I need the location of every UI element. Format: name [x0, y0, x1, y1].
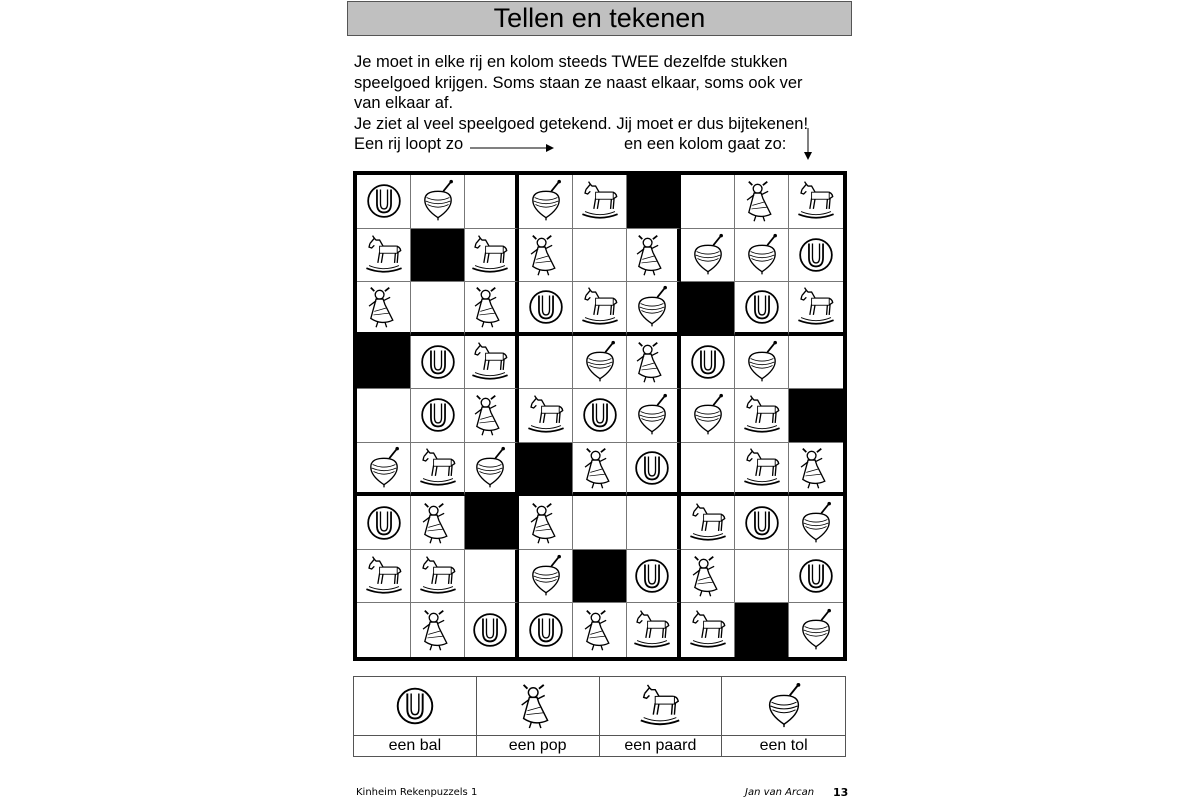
footer-author: Jan van Arcan	[745, 787, 815, 798]
rocking-horse-icon	[740, 393, 784, 437]
doll-icon	[630, 340, 674, 384]
instruction-line: Je ziet al veel speelgoed getekend. Jij moet er dus bijtekenen!	[354, 114, 809, 133]
grid-cell	[735, 550, 789, 604]
grid-cell	[465, 550, 519, 604]
grid-cell	[735, 603, 789, 657]
grid-cell	[681, 229, 735, 283]
grid-cell	[789, 336, 843, 390]
grid-cell	[411, 443, 465, 497]
grid-cell	[465, 496, 519, 550]
grid-cell	[465, 389, 519, 443]
instruction-line: van elkaar af.	[354, 94, 454, 112]
grid-cell	[627, 550, 681, 604]
ball-icon	[794, 554, 838, 598]
legend-label: een paard	[600, 736, 723, 756]
grid-cell	[411, 282, 465, 336]
rocking-horse-icon	[524, 393, 568, 437]
grid-cell	[789, 550, 843, 604]
doll-icon	[686, 554, 730, 598]
spinning-top-icon	[794, 501, 838, 545]
page-title: Tellen en tekenen	[347, 1, 852, 36]
legend-label: een bal	[354, 736, 477, 756]
grid-cell	[519, 443, 573, 497]
doll-icon	[416, 608, 460, 652]
page-number: 13	[833, 786, 849, 799]
row-hint-text: Een rij loopt zo	[354, 135, 464, 153]
grid-cell	[789, 175, 843, 229]
rocking-horse-icon	[468, 340, 512, 384]
grid-cell	[735, 282, 789, 336]
direction-hints	[354, 134, 854, 155]
grid-cell	[627, 603, 681, 657]
grid-cell	[411, 496, 465, 550]
ball-icon	[630, 554, 674, 598]
right-arrow-icon	[470, 136, 554, 152]
rocking-horse-icon	[794, 179, 838, 223]
rocking-horse-icon	[794, 285, 838, 329]
rocking-horse-icon	[740, 446, 784, 490]
instruction-line: speelgoed krijgen. Soms staan ze naast elkaar, soms ook ver	[354, 73, 803, 92]
grid-cell	[681, 603, 735, 657]
grid-cell	[465, 443, 519, 497]
rocking-horse-icon	[630, 608, 674, 652]
ball-icon	[794, 233, 838, 277]
rocking-horse-icon	[416, 446, 460, 490]
grid-cell	[789, 282, 843, 336]
grid-cell	[627, 496, 681, 550]
grid-cell	[627, 336, 681, 390]
ball-icon	[354, 677, 477, 736]
grid-cell	[627, 389, 681, 443]
grid-cell	[519, 496, 573, 550]
rocking-horse-icon	[600, 677, 723, 736]
legend-label: een tol	[759, 737, 808, 754]
grid-cell	[627, 229, 681, 283]
rocking-horse-icon	[578, 285, 622, 329]
grid-cell	[627, 282, 681, 336]
grid-cell	[627, 443, 681, 497]
grid-cell	[573, 389, 627, 443]
grid-cell	[735, 443, 789, 497]
spinning-top-icon	[630, 285, 674, 329]
doll-icon	[630, 233, 674, 277]
ball-icon	[468, 608, 512, 652]
grid-cell	[735, 175, 789, 229]
doll-icon	[362, 285, 406, 329]
legend-table	[353, 676, 846, 757]
grid-cell	[357, 229, 411, 283]
doll-icon	[477, 677, 600, 736]
grid-cell	[357, 389, 411, 443]
grid-cell	[519, 550, 573, 604]
grid-cell	[411, 229, 465, 283]
spinning-top-icon	[578, 340, 622, 384]
spinning-top-icon	[524, 179, 568, 223]
ball-icon	[362, 501, 406, 545]
doll-icon	[524, 501, 568, 545]
ball-icon	[416, 340, 460, 384]
footer-book-title: Kinheim Rekenpuzzels 1	[356, 787, 478, 798]
grid-cell	[681, 389, 735, 443]
instructions	[354, 52, 854, 155]
spinning-top-icon	[362, 446, 406, 490]
grid-cell	[573, 603, 627, 657]
grid-cell	[411, 550, 465, 604]
grid-cell	[357, 175, 411, 229]
grid-cell	[357, 443, 411, 497]
doll-icon	[468, 393, 512, 437]
grid-cell	[627, 175, 681, 229]
grid-cell	[465, 229, 519, 283]
grid-cell	[519, 175, 573, 229]
grid-cell	[681, 282, 735, 336]
grid-cell	[573, 229, 627, 283]
spinning-top-icon	[740, 340, 784, 384]
grid-cell	[573, 282, 627, 336]
column-hint-text: en een kolom gaat zo:	[624, 135, 787, 153]
grid-cell	[681, 336, 735, 390]
grid-cell	[735, 389, 789, 443]
rocking-horse-icon	[416, 554, 460, 598]
ball-icon	[524, 608, 568, 652]
grid-cell	[357, 336, 411, 390]
grid-cell	[573, 175, 627, 229]
ball-icon	[740, 285, 784, 329]
rocking-horse-icon	[362, 554, 406, 598]
grid-cell	[465, 336, 519, 390]
grid-cell	[357, 496, 411, 550]
spinning-top-icon	[794, 608, 838, 652]
grid-cell	[735, 336, 789, 390]
rocking-horse-icon	[686, 608, 730, 652]
grid-cell	[411, 389, 465, 443]
grid-cell	[357, 603, 411, 657]
rocking-horse-icon	[362, 233, 406, 277]
grid-cell	[735, 229, 789, 283]
spinning-top-icon	[722, 677, 845, 736]
spinning-top-icon	[630, 393, 674, 437]
doll-icon	[578, 446, 622, 490]
grid-cell	[519, 389, 573, 443]
ball-icon	[740, 501, 784, 545]
grid-cell	[789, 603, 843, 657]
grid-cell	[681, 550, 735, 604]
grid-cell	[411, 175, 465, 229]
grid-cell	[411, 336, 465, 390]
instruction-line: Je moet in elke rij en kolom steeds TWEE dezelfde stukken	[354, 53, 788, 71]
grid-cell	[681, 175, 735, 229]
ball-icon	[524, 285, 568, 329]
spinning-top-icon	[416, 179, 460, 223]
spinning-top-icon	[468, 446, 512, 490]
spinning-top-icon	[740, 233, 784, 277]
grid-cell	[789, 389, 843, 443]
grid-cell	[357, 282, 411, 336]
grid-cell	[465, 603, 519, 657]
grid-cell	[789, 229, 843, 283]
doll-icon	[468, 285, 512, 329]
grid-cell	[519, 282, 573, 336]
grid-cell	[573, 443, 627, 497]
grid-cell	[519, 603, 573, 657]
ball-icon	[362, 179, 406, 223]
grid-cell	[573, 336, 627, 390]
puzzle-grid	[353, 171, 847, 661]
ball-icon	[630, 446, 674, 490]
legend-label: een pop	[477, 736, 600, 756]
grid-cell	[519, 229, 573, 283]
rocking-horse-icon	[468, 233, 512, 277]
doll-icon	[578, 608, 622, 652]
grid-cell	[573, 496, 627, 550]
grid-cell	[789, 496, 843, 550]
grid-cell	[411, 603, 465, 657]
grid-cell	[519, 336, 573, 390]
ball-icon	[416, 393, 460, 437]
rocking-horse-icon	[578, 179, 622, 223]
grid-cell	[681, 443, 735, 497]
grid-cell	[465, 282, 519, 336]
doll-icon	[416, 501, 460, 545]
grid-cell	[735, 496, 789, 550]
ball-icon	[578, 393, 622, 437]
grid-cell	[573, 550, 627, 604]
grid-cell	[789, 443, 843, 497]
grid-cell	[465, 175, 519, 229]
grid-cell	[357, 550, 411, 604]
spinning-top-icon	[524, 554, 568, 598]
grid-cell	[681, 496, 735, 550]
doll-icon	[740, 179, 784, 223]
doll-icon	[524, 233, 568, 277]
ball-icon	[686, 340, 730, 384]
down-arrow-icon	[802, 128, 814, 160]
spinning-top-icon	[686, 393, 730, 437]
rocking-horse-icon	[686, 501, 730, 545]
doll-icon	[794, 446, 838, 490]
spinning-top-icon	[686, 233, 730, 277]
